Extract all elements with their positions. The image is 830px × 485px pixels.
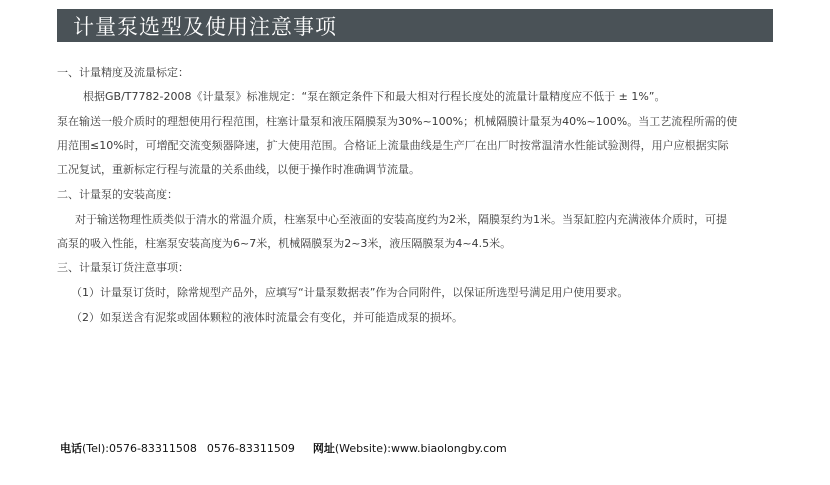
website-label: 网址 — [312, 442, 335, 455]
section-1-paragraph-2-line-3: 工况复试，重新标定行程与流量的关系曲线，以便于操作时准确调节流量。 — [57, 163, 420, 176]
section-3-item-2: （2）如泵送含有泥浆或固体颗粒的液体时流量会有变化，并可能造成泵的损坏。 — [71, 311, 463, 324]
section-3-item-1: （1）计量泵订货时，除常规型产品外，应填写“计量泵数据表”作为合同附件，以保证所选型号满足用户使用要求。 — [71, 286, 629, 299]
website-url: www.biaolongby.com — [391, 442, 507, 455]
section-1-paragraph-1: 根据GB/T7782-2008《计量泵》标准规定：“泵在额定条件下和最大相对行程长度处的流量计量精度应不低于 ± 1%”。 — [83, 90, 666, 103]
page-title: 计量泵选型及使用注意事项 — [73, 14, 337, 39]
contact-footer — [60, 440, 507, 456]
title-bar — [57, 9, 773, 42]
section-1-heading: 一、计量精度及流量标定： — [57, 66, 189, 79]
section-1-paragraph-2-line-2: 用范围≤10%时，可增配交流变频器降速，扩大使用范围。合格证上流量曲线是生产厂在出厂时按常温清水性能试验测得，用户应根据实际 — [57, 139, 729, 152]
section-2-paragraph-line-2: 高泵的吸入性能，柱塞泵安装高度为6~7米，机械隔膜泵为2~3米，液压隔膜泵为4~4.5米。 — [57, 237, 512, 250]
website-label-en: (Website): — [334, 442, 392, 455]
phone-label-en: (Tel): — [82, 442, 109, 455]
phone-number-1: 0576-83311508 — [108, 442, 197, 455]
phone-number-2: 0576-83311509 — [206, 442, 295, 455]
phone-label: 电话 — [60, 442, 82, 455]
section-2-paragraph-line-1: 对于输送物理性质类似于清水的常温介质，柱塞泵中心至液面的安装高度约为2米，隔膜泵约为1米。当泵缸腔内充满液体介质时，可提 — [75, 213, 727, 226]
section-2-heading: 二、计量泵的安装高度： — [57, 188, 178, 201]
section-3-heading: 三、计量泵订货注意事项： — [57, 261, 189, 274]
section-1-paragraph-2-line-1: 泵在输送一般介质时的理想使用行程范围，柱塞计量泵和液压隔膜泵为30%~100%；机械隔膜计量泵为40%~100%。当工艺流程所需的使 — [57, 115, 738, 128]
